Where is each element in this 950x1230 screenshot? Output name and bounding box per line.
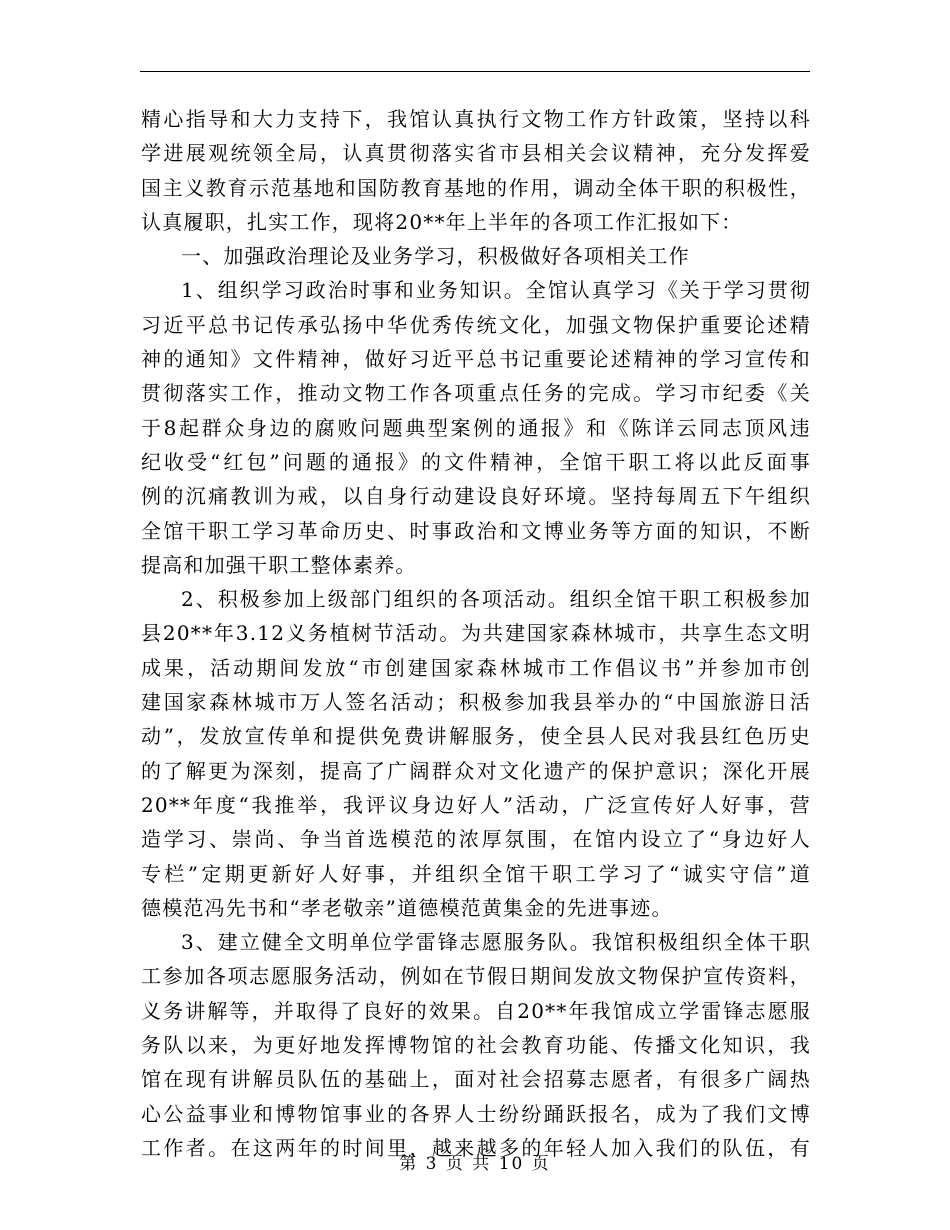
text-line: 馆在现有讲解员队伍的基础上，面对社会招募志愿者，有很多广阔热 <box>141 1067 811 1092</box>
text-line: 成果，活动期间发放“市创建国家森林城市工作倡议书”并参加市创 <box>141 655 811 680</box>
text-line: 提高和加强干职工整体素养。 <box>141 552 417 577</box>
text-line: 工作者。在这两年的时间里，越来越多的年轻人加入我们的队伍，有 <box>141 1135 811 1160</box>
text-line: 3、建立健全文明单位学雷锋志愿服务队。我馆积极组织全体干职 <box>181 930 811 955</box>
text-line: 精心指导和大力支持下，我馆认真执行文物工作方针政策，坚持以科 <box>141 107 811 131</box>
text-line: 纪收受“红包”问题的通报》的文件精神，全馆干职工将以此反面事 <box>141 449 811 474</box>
text-line: 专栏”定期更新好人好事，并组织全馆干职工学习了“诚实守信”道 <box>141 861 811 886</box>
text-line: 例的沉痛教训为戒，以自身行动建设良好环境。坚持每周五下午组织 <box>141 484 811 509</box>
text-line: 县20**年3.12义务植树节活动。为共建国家森林城市，共享生态文明 <box>141 621 811 646</box>
text-line: 德模范冯先书和“孝老敬亲”道德模范黄集金的先进事迹。 <box>141 895 673 920</box>
document-body <box>141 102 811 1165</box>
text-line: 心公益事业和博物馆事业的各界人士纷纷踊跃报名，成为了我们文博 <box>141 1101 811 1126</box>
text-line: 贯彻落实工作，推动文物工作各项重点任务的完成。学习市纪委《关 <box>141 381 811 406</box>
text-line: 动”，发放宣传单和提供免费讲解服务，使全县人民对我县红色历史 <box>141 724 811 749</box>
text-line: 20**年度“我推举，我评议身边好人”活动，广泛宣传好人好事，营 <box>141 792 811 817</box>
text-line: 学进展观统领全局，认真贯彻落实省市县相关会议精神，充分发挥爱 <box>141 141 811 166</box>
text-line: 务队以来，为更好地发挥博物馆的社会教育功能、传播文化知识，我 <box>141 1033 811 1058</box>
text-line: 工参加各项志愿服务活动，例如在节假日期间发放文物保护宣传资料， <box>141 964 811 989</box>
text-line: 一、加强政治理论及业务学习，积极做好各项相关工作 <box>181 244 690 269</box>
text-line: 的了解更为深刻，提高了广阔群众对文化遗产的保护意识；深化开展 <box>141 758 811 783</box>
text-line: 义务讲解等，并取得了良好的效果。自20**年我馆成立学雷锋志愿服 <box>141 998 811 1023</box>
footer-suffix: 页 <box>531 1154 551 1174</box>
text-line: 习近平总书记传承弘扬中华优秀传统文化，加强文物保护重要论述精 <box>141 312 811 337</box>
text-line: 1、组织学习政治时事和业务知识。全馆认真学习《关于学习贯彻 <box>181 278 811 303</box>
header-rule <box>140 71 810 72</box>
text-line: 于8起群众身边的腐败问题典型案例的通报》和《陈详云同志顶风违 <box>141 415 811 440</box>
text-line: 造学习、崇尚、争当首选模范的浓厚氛围，在馆内设立了“身边好人 <box>141 827 811 852</box>
text-line: 2、积极参加上级部门组织的各项活动。组织全馆干职工积极参加 <box>181 587 811 612</box>
footer-prefix: 第 <box>399 1154 419 1174</box>
total-page-count: 10 <box>498 1154 525 1174</box>
current-page-number: 3 <box>425 1154 439 1174</box>
footer-middle: 页 共 <box>445 1154 492 1174</box>
text-line: 认真履职，扎实工作，现将20**年上半年的各项工作汇报如下： <box>141 209 743 234</box>
text-line: 国主义教育示范基地和国防教育基地的作用，调动全体干职的积极性， <box>141 175 811 200</box>
text-line: 全馆干职工学习革命历史、时事政治和文博业务等方面的知识，不断 <box>141 518 811 543</box>
text-line: 建国家森林城市万人签名活动；积极参加我县举办的“中国旅游日活 <box>141 690 811 715</box>
page-footer <box>0 1152 950 1176</box>
text-line: 神的通知》文件精神，做好习近平总书记重要论述精神的学习宣传和 <box>141 347 811 372</box>
